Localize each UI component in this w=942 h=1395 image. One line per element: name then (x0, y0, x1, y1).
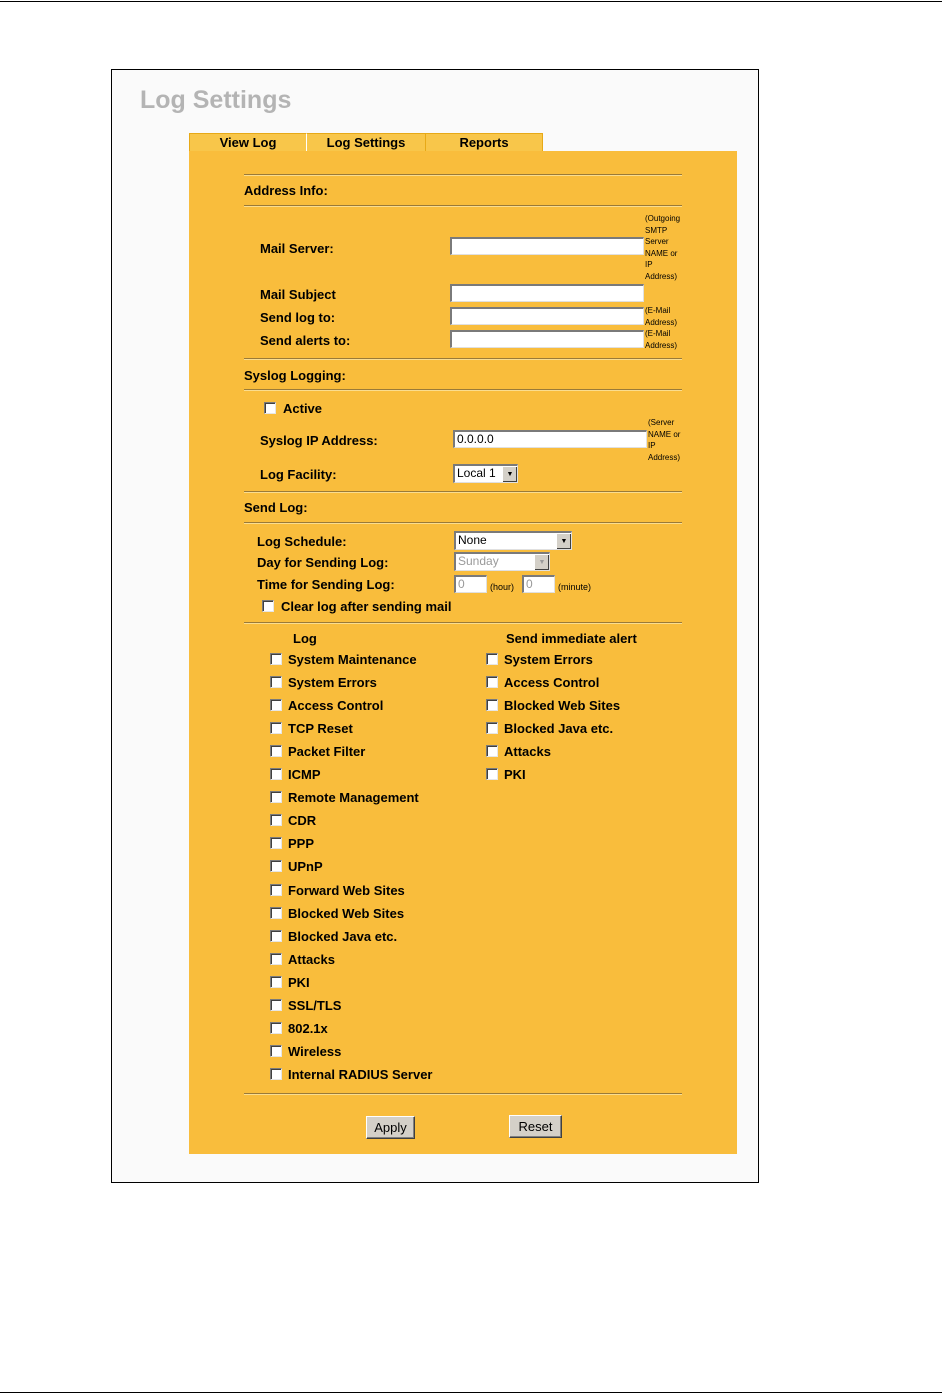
alert-item-checkbox[interactable] (486, 768, 498, 780)
mail-server-input[interactable] (450, 237, 644, 255)
log-item-checkbox[interactable] (270, 676, 282, 688)
log-item-label: PPP (288, 836, 315, 852)
log-item-label: UPnP (288, 859, 323, 875)
log-item-checkbox[interactable] (270, 860, 282, 872)
alert-item-checkbox[interactable] (486, 676, 498, 688)
log-schedule-select[interactable] (454, 531, 572, 550)
hint-line: NAME or (648, 429, 681, 439)
log-item-label: System Errors (288, 675, 377, 691)
active-checkbox[interactable] (264, 402, 276, 414)
hint-line: (E-Mail (645, 306, 671, 315)
log-item-checkbox[interactable] (270, 768, 282, 780)
hint-line: Address) (645, 317, 678, 327)
log-item-checkbox[interactable] (270, 791, 282, 803)
hint-line: Address) (645, 340, 678, 350)
log-item-label: System Maintenance (288, 652, 417, 667)
hint-line: IP (645, 260, 653, 269)
day-for-sending-select[interactable] (454, 552, 550, 571)
divider (244, 389, 682, 390)
log-item-label: Blocked Java etc. (288, 928, 398, 944)
mail-subject-input[interactable] (450, 284, 644, 302)
divider (244, 491, 682, 492)
hour-input[interactable]: 0 (454, 575, 487, 593)
alert-item-label: Attacks (504, 744, 551, 760)
log-item-checkbox[interactable] (270, 722, 282, 734)
log-item-label: Access Control (288, 698, 384, 714)
alert-item-checkbox[interactable] (486, 699, 498, 711)
log-item-label: SSL/TLS (288, 997, 342, 1013)
log-item-label: Wireless (288, 1043, 342, 1059)
reset-button[interactable]: Reset (509, 1115, 562, 1138)
hour-unit: (hour) (490, 582, 515, 592)
section-heading-address-info: Address Info: (244, 183, 328, 198)
hint-line: (E-Mail (645, 329, 671, 338)
mail-server-hint (645, 213, 680, 282)
hint-line: IP (648, 441, 656, 450)
log-item-label: 802.1x (288, 1020, 328, 1036)
log-item-checkbox[interactable] (270, 953, 282, 965)
log-item-checkbox[interactable] (270, 999, 282, 1011)
log-item-label: Blocked Web Sites (288, 905, 405, 921)
log-item-checkbox[interactable] (270, 814, 282, 826)
log-item-label: Remote Management (288, 790, 419, 806)
syslog-ip-label: Syslog IP Address: (260, 433, 378, 448)
log-item-checkbox[interactable] (270, 884, 282, 896)
section-heading-send-log: Send Log: (244, 500, 308, 515)
log-item-checkbox[interactable] (270, 653, 282, 665)
hint-line: (Server (648, 418, 675, 427)
mail-server-label: Mail Server: (260, 241, 334, 256)
log-item-checkbox[interactable] (270, 930, 282, 942)
log-item-checkbox[interactable] (270, 1068, 282, 1080)
chevron-down-icon: ▼ (534, 554, 549, 570)
send-log-to-hint (645, 305, 677, 328)
clear-log-label: Clear log after sending mail (281, 599, 452, 614)
bottom-rule (0, 1392, 942, 1393)
send-alerts-to-input[interactable] (450, 330, 644, 348)
alert-column-heading: Send immediate alert (506, 631, 637, 646)
alert-item-label: Access Control (504, 675, 600, 691)
send-alerts-to-label: Send alerts to: (260, 333, 351, 348)
chevron-down-icon: ▼ (502, 466, 517, 482)
day-for-sending-value: Sunday (458, 554, 499, 568)
hint-line: SMTP (645, 225, 668, 235)
hint-line: NAME or (645, 248, 678, 258)
syslog-ip-hint (648, 417, 680, 463)
log-item-label: ICMP (288, 767, 321, 783)
alert-item-checkbox[interactable] (486, 653, 498, 665)
log-item-checkbox[interactable] (270, 907, 282, 919)
divider (244, 205, 682, 206)
send-alerts-to-hint (645, 328, 677, 351)
log-item-checkbox[interactable] (270, 837, 282, 849)
day-for-sending-label: Day for Sending Log: (257, 555, 389, 570)
tab-reports[interactable]: Reports (425, 133, 543, 151)
apply-button[interactable]: Apply (366, 1116, 415, 1139)
mail-subject-label: Mail Subject (260, 287, 336, 302)
log-facility-value: Local 1 (457, 466, 496, 480)
log-item-checkbox[interactable] (270, 745, 282, 757)
log-item-label: Packet Filter (288, 744, 366, 760)
log-item-label: Forward Web Sites (288, 882, 405, 898)
log-item-checkbox[interactable] (270, 976, 282, 988)
alert-item-checkbox[interactable] (486, 722, 498, 734)
hint-line: Address) (645, 271, 678, 281)
log-item-label: TCP Reset (288, 721, 353, 737)
time-for-sending-label: Time for Sending Log: (257, 577, 395, 592)
alert-item-checkbox[interactable] (486, 745, 498, 757)
syslog-ip-input[interactable]: 0.0.0.0 (453, 430, 647, 448)
log-item-label: Attacks (288, 951, 335, 967)
alert-item-label: Blocked Web Sites (504, 698, 621, 714)
hint-line: Server (645, 237, 669, 246)
tab-log-settings[interactable]: Log Settings (306, 133, 426, 151)
log-item-label: Internal RADIUS Server (288, 1066, 433, 1082)
divider (244, 622, 682, 623)
hint-line: Address) (648, 452, 681, 462)
send-log-to-input[interactable] (450, 307, 644, 325)
minute-unit: (minute) (558, 582, 592, 592)
page-title: Log Settings (140, 86, 292, 114)
minute-input[interactable]: 0 (522, 575, 555, 593)
alert-item-label: Blocked Java etc. (504, 721, 614, 737)
alert-item-label: PKI (504, 767, 526, 783)
log-column-heading: Log (293, 631, 317, 646)
log-schedule-value: None (458, 533, 487, 547)
alert-item-label: System Errors (504, 652, 593, 667)
hint-line: (Outgoing (645, 214, 681, 223)
divider (244, 522, 682, 523)
log-item-checkbox[interactable] (270, 1045, 282, 1057)
send-log-to-label: Send log to: (260, 310, 336, 325)
log-item-label: PKI (288, 974, 310, 990)
section-heading-syslog: Syslog Logging: (244, 368, 346, 383)
active-label: Active (283, 401, 323, 416)
log-facility-label: Log Facility: (260, 467, 337, 482)
divider (244, 1093, 682, 1094)
log-item-checkbox[interactable] (270, 1022, 282, 1034)
tab-view-log[interactable]: View Log (189, 133, 307, 151)
log-schedule-label: Log Schedule: (257, 534, 347, 549)
clear-log-checkbox[interactable] (262, 600, 274, 612)
top-rule (0, 1, 942, 2)
divider (244, 174, 682, 175)
log-facility-select[interactable] (453, 464, 518, 483)
log-item-checkbox[interactable] (270, 699, 282, 711)
chevron-down-icon: ▼ (556, 533, 571, 549)
log-item-label: CDR (288, 813, 317, 829)
divider (244, 358, 682, 359)
